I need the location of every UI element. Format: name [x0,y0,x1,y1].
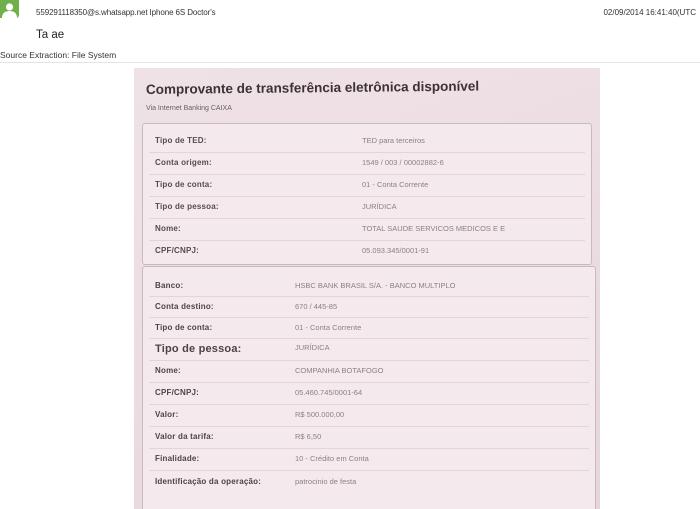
field-label: Valor da tarifa: [155,432,214,441]
field-value: 10 - Crédito em Conta [295,454,369,463]
row-divider [149,404,589,405]
field-value: 01 - Conta Corrente [295,323,362,332]
row-divider [149,196,585,197]
field-label: Conta origem: [155,158,212,167]
row-divider [149,338,589,339]
field-value: TED para terceiros [362,136,425,145]
field-label: Finalidade: [155,454,200,463]
field-value: R$ 500.000,00 [295,410,345,419]
field-value: 05.093.345/0001-91 [362,246,430,255]
receipt-title: Comprovante de transferência eletrônica disponível [145,78,480,97]
field-label: Banco: [155,281,184,290]
field-value: R$ 6,50 [295,432,322,441]
field-value: JURÍDICA [362,202,397,211]
row-divider [149,382,589,383]
field-label: Identificação da operação: [155,477,262,486]
field-label: Tipo de conta: [155,323,213,332]
row-divider [149,240,585,241]
sender-id: 559291118350@s.whatsapp.net Iphone 6S Doctor's [36,8,216,17]
row-divider [149,360,589,361]
contact-avatar[interactable] [0,0,19,18]
field-label: CPF/CNPJ: [155,388,200,397]
field-value: TOTAL SAUDE SERVICOS MEDICOS E E [362,224,506,233]
row-divider [149,174,585,175]
receipt-subtitle: Via Internet Banking CAIXA [146,105,232,112]
person-icon [0,0,19,18]
field-label: Conta destino: [155,302,214,311]
field-value: patrocinio de festa [295,477,357,486]
row-divider [149,470,589,471]
field-value: HSBC BANK BRASIL S/A. - BANCO MULTIPLO [295,281,456,290]
field-label: Nome: [155,366,181,375]
field-label: CPF/CNPJ: [155,246,200,255]
field-label: Nome: [155,224,181,233]
row-divider [149,426,589,427]
field-value: 1549 / 003 / 00002882-6 [362,158,444,167]
row-divider [149,448,589,449]
row-divider [149,152,585,153]
field-label: Valor: [155,410,179,419]
receipt-photo[interactable] [134,68,600,509]
field-value: 670 / 445-85 [295,302,338,311]
row-divider [149,317,589,318]
row-divider [149,296,589,297]
field-value: 05.460.745/0001-64 [295,388,363,397]
row-divider [149,218,585,219]
field-label: Tipo de pessoa: [155,202,219,211]
source-extraction: Source Extraction: File System [0,50,117,60]
field-value: 01 - Conta Corrente [362,180,429,189]
field-label: Tipo de TED: [155,136,207,145]
field-value: JURÍDICA [295,343,330,352]
destination-panel [142,266,596,509]
field-label: Tipo de conta: [155,180,213,189]
field-label: Tipo de pessoa: [155,343,242,355]
origin-panel [142,123,592,265]
field-value: COMPANHIA BOTAFOGO [295,366,384,375]
divider [0,62,700,63]
message-text: Ta ae [36,29,65,41]
message-timestamp: 02/09/2014 16:41:40(UTC [603,8,696,17]
